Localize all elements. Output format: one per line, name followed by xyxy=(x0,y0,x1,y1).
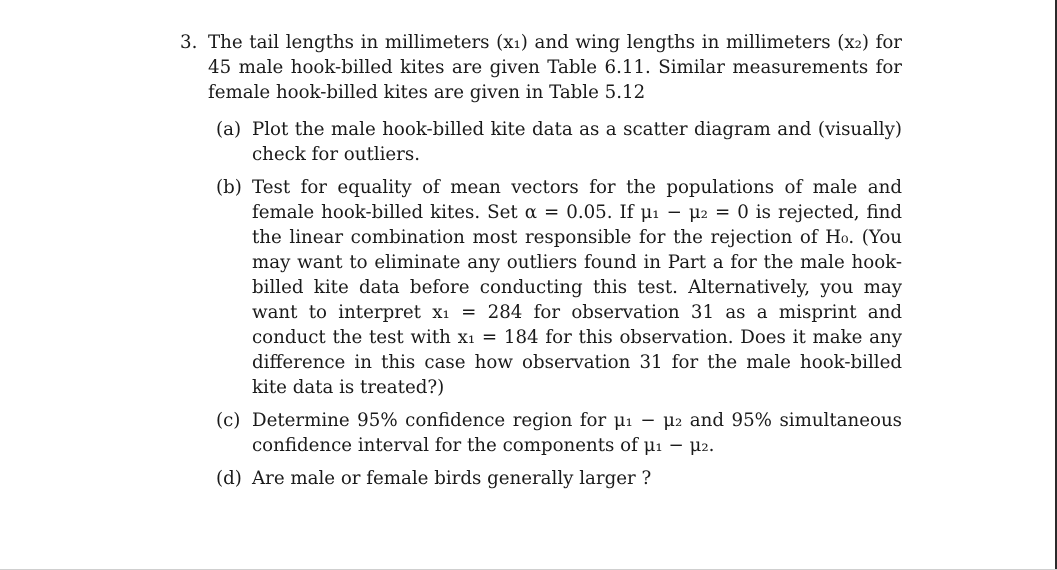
part-b-text: Test for equality of mean vectors for the populations of male and female hook-billed kites. Set α = 0.05. If μ₁ − μ₂ = 0 is rejected, find the linear combination most responsible for the rejection of H₀. (You may want to eliminate any outliers found in Part a for the male hook-billed kite data before conducting this test. Alternatively, you may want to interpret x₁ = 284 for observation 31 as a misprint and conduct the test with x₁ = 184 for this observation. Does it make any difference in this case how observation 31 for the male hook-billed kite data is treated?) xyxy=(252,177,902,398)
problem-statement: The tail lengths in millimeters (x₁) and wing lengths in millimeters (x₂) for 45 male hook-billed kites are given Table 6.11. Similar measurements for female hook-billed kites are given in Table 5.12 xyxy=(208,32,902,103)
part-a xyxy=(216,117,902,167)
problem-statement-block xyxy=(180,30,902,105)
problem-block xyxy=(180,30,902,499)
problem-number: 3. xyxy=(180,32,198,53)
part-d-label: (d) xyxy=(216,468,242,489)
part-a-text: Plot the male hook-billed kite data as a scatter diagram and (visually) check for outliers. xyxy=(252,119,902,165)
part-d-text: Are male or female birds generally larger ? xyxy=(252,468,652,489)
part-d xyxy=(216,466,902,491)
part-c-text: Determine 95% confidence region for μ₁ − μ₂ and 95% simultaneous confidence interval for the components of μ₁ − μ₂. xyxy=(252,410,902,456)
part-b-label: (b) xyxy=(216,177,242,198)
part-b xyxy=(216,175,902,400)
part-c-label: (c) xyxy=(216,410,241,431)
part-a-label: (a) xyxy=(216,119,242,140)
parts-list xyxy=(180,117,902,491)
part-c xyxy=(216,408,902,458)
